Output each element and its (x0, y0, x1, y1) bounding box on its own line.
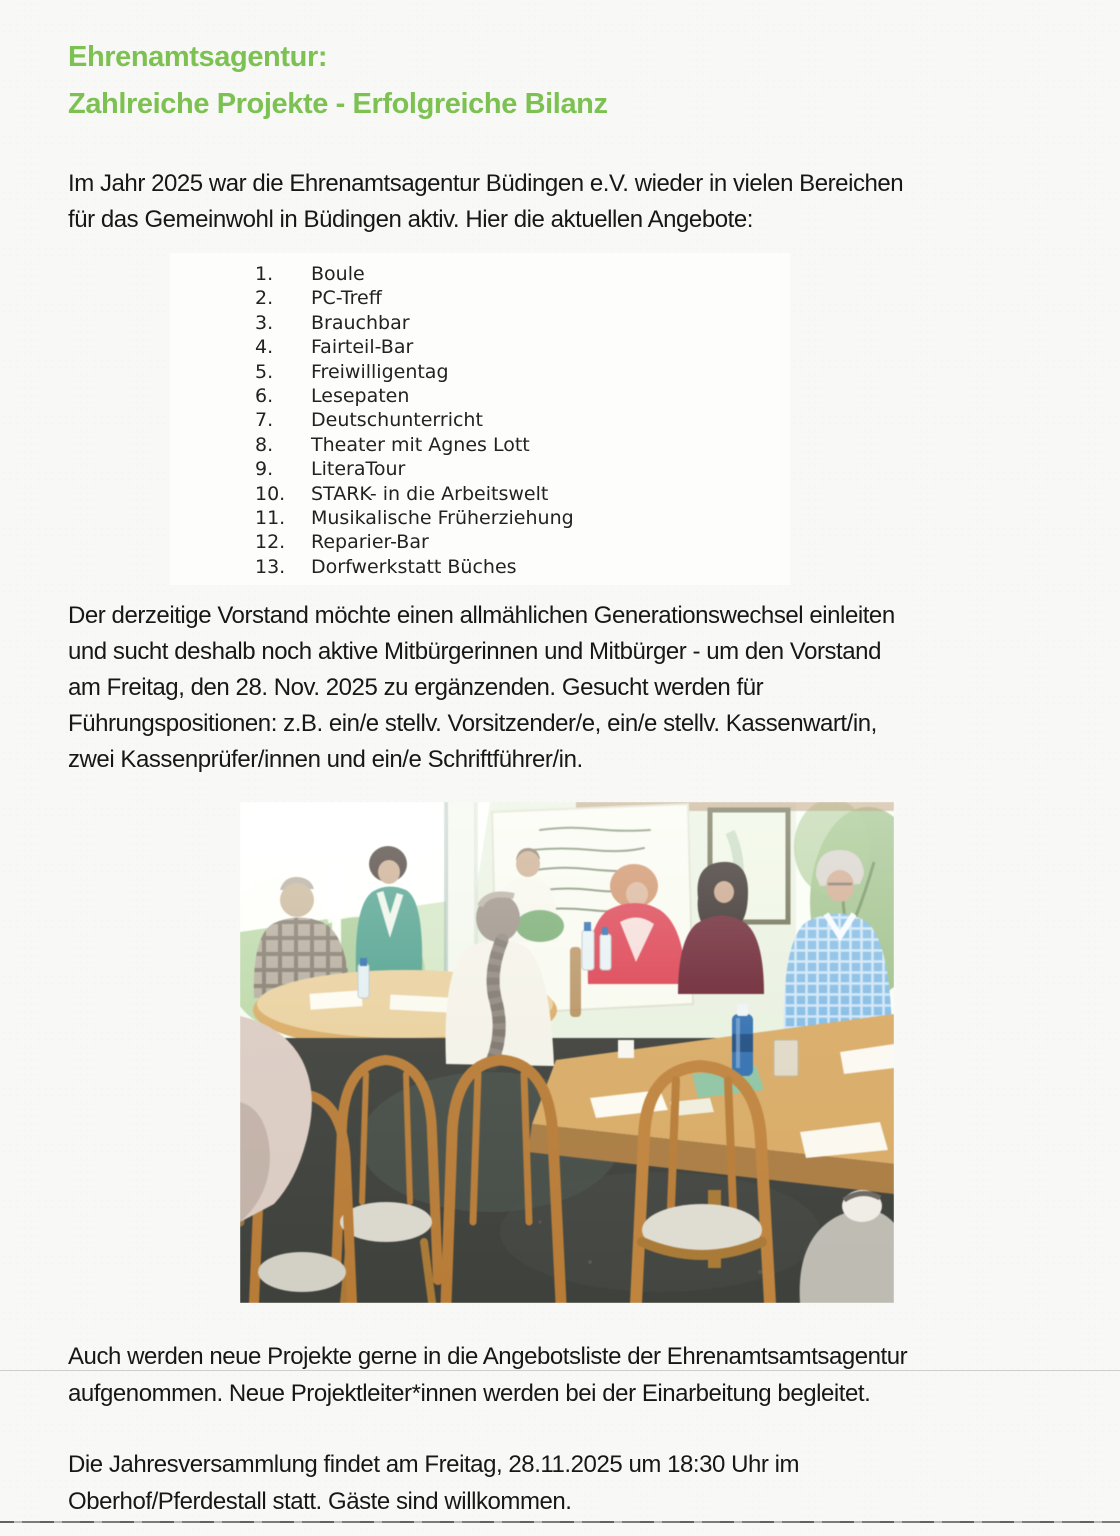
list-item (170, 384, 790, 408)
item-label: PC-Treff (311, 287, 382, 310)
scan-artifact-line (0, 1370, 1120, 1371)
item-label: Lesepaten (311, 384, 410, 407)
list-item (170, 262, 790, 286)
text-line: Im Jahr 2025 war die Ehrenamtsagentur Büdingen e.V. wieder in vielen Bereichen (68, 170, 904, 197)
text-line: Führungspositionen: z.B. ein/e stellv. Vorsitzender/e, ein/e stellv. Kassenwart/in, (68, 710, 877, 737)
item-label: Freiwilligentag (311, 360, 449, 383)
item-label: Musikalische Früherziehung (311, 506, 574, 529)
item-label: Boule (311, 263, 365, 285)
item-label: Theater mit Agnes Lott (311, 433, 530, 456)
item-label: STARK- in die Arbeitswelt (311, 482, 549, 505)
item-number: 4. (255, 336, 274, 359)
text-line: am Freitag, den 28. Nov. 2025 zu ergänzenden. Gesucht werden für (68, 674, 764, 701)
vorstand-paragraph (68, 598, 895, 778)
item-number: 1. (255, 263, 274, 285)
list-item (170, 555, 790, 579)
item-number: 5. (255, 360, 274, 383)
list-item (170, 433, 790, 457)
list-item (170, 286, 790, 310)
page-title-line-1: Ehrenamtsagentur: (68, 41, 328, 73)
text-line: Die Jahresversammlung findet am Freitag, 28.11.2025 um 18:30 Uhr im (68, 1451, 800, 1478)
text-line: Oberhof/Pferdestall statt. Gäste sind willkommen. (68, 1488, 572, 1515)
light-haze (240, 802, 894, 1303)
item-label: Fairteil-Bar (311, 336, 414, 359)
list-item (170, 482, 790, 506)
intro-paragraph (68, 166, 903, 238)
list-item (170, 506, 790, 530)
text-line: Der derzeitige Vorstand möchte einen allmählichen Generationswechsel einleiten (68, 602, 895, 629)
text-line: Auch werden neue Projekte gerne in die Angebotsliste der Ehrenamtsamtsagentur (68, 1343, 908, 1370)
text-line: für das Gemeinwohl in Büdingen aktiv. Hier die aktuellen Angebote: (68, 206, 753, 233)
item-number: 6. (255, 384, 274, 407)
text-line: aufgenommen. Neue Projektleiter*innen werden bei der Einarbeitung begleitet. (68, 1380, 871, 1407)
list-item (170, 530, 790, 554)
meeting-photo (240, 802, 894, 1303)
item-number: 2. (255, 287, 274, 310)
scan-edge-line (0, 1521, 1120, 1523)
list-item (170, 360, 790, 384)
list-item (170, 457, 790, 481)
item-number: 7. (255, 409, 274, 432)
page-title (68, 34, 608, 128)
item-label: Brauchbar (311, 311, 410, 334)
item-number: 12. (255, 531, 286, 554)
list-item (170, 335, 790, 359)
item-number: 11. (255, 506, 286, 529)
item-label: Deutschunterricht (311, 409, 483, 432)
list-item (170, 408, 790, 432)
item-label: Reparier-Bar (311, 531, 429, 554)
text-line: und sucht deshalb noch aktive Mitbürgerinnen und Mitbürger - um den Vorstand (68, 638, 881, 665)
offers-list (170, 253, 790, 585)
list-item (170, 311, 790, 335)
item-number: 3. (255, 311, 274, 334)
item-number: 13. (255, 555, 286, 578)
text-line: zwei Kassenprüfer/innen und ein/e Schriftführer/in. (68, 746, 583, 773)
item-number: 9. (255, 458, 274, 481)
item-number: 8. (255, 433, 274, 456)
item-label: LiteraTour (311, 458, 406, 481)
item-label: Dorfwerkstatt Büches (311, 555, 517, 578)
page-title-line-2: Zahlreiche Projekte - Erfolgreiche Bilanz (68, 88, 608, 120)
item-number: 10. (255, 482, 286, 505)
meeting-paragraph (68, 1446, 799, 1520)
projects-paragraph (68, 1338, 907, 1412)
